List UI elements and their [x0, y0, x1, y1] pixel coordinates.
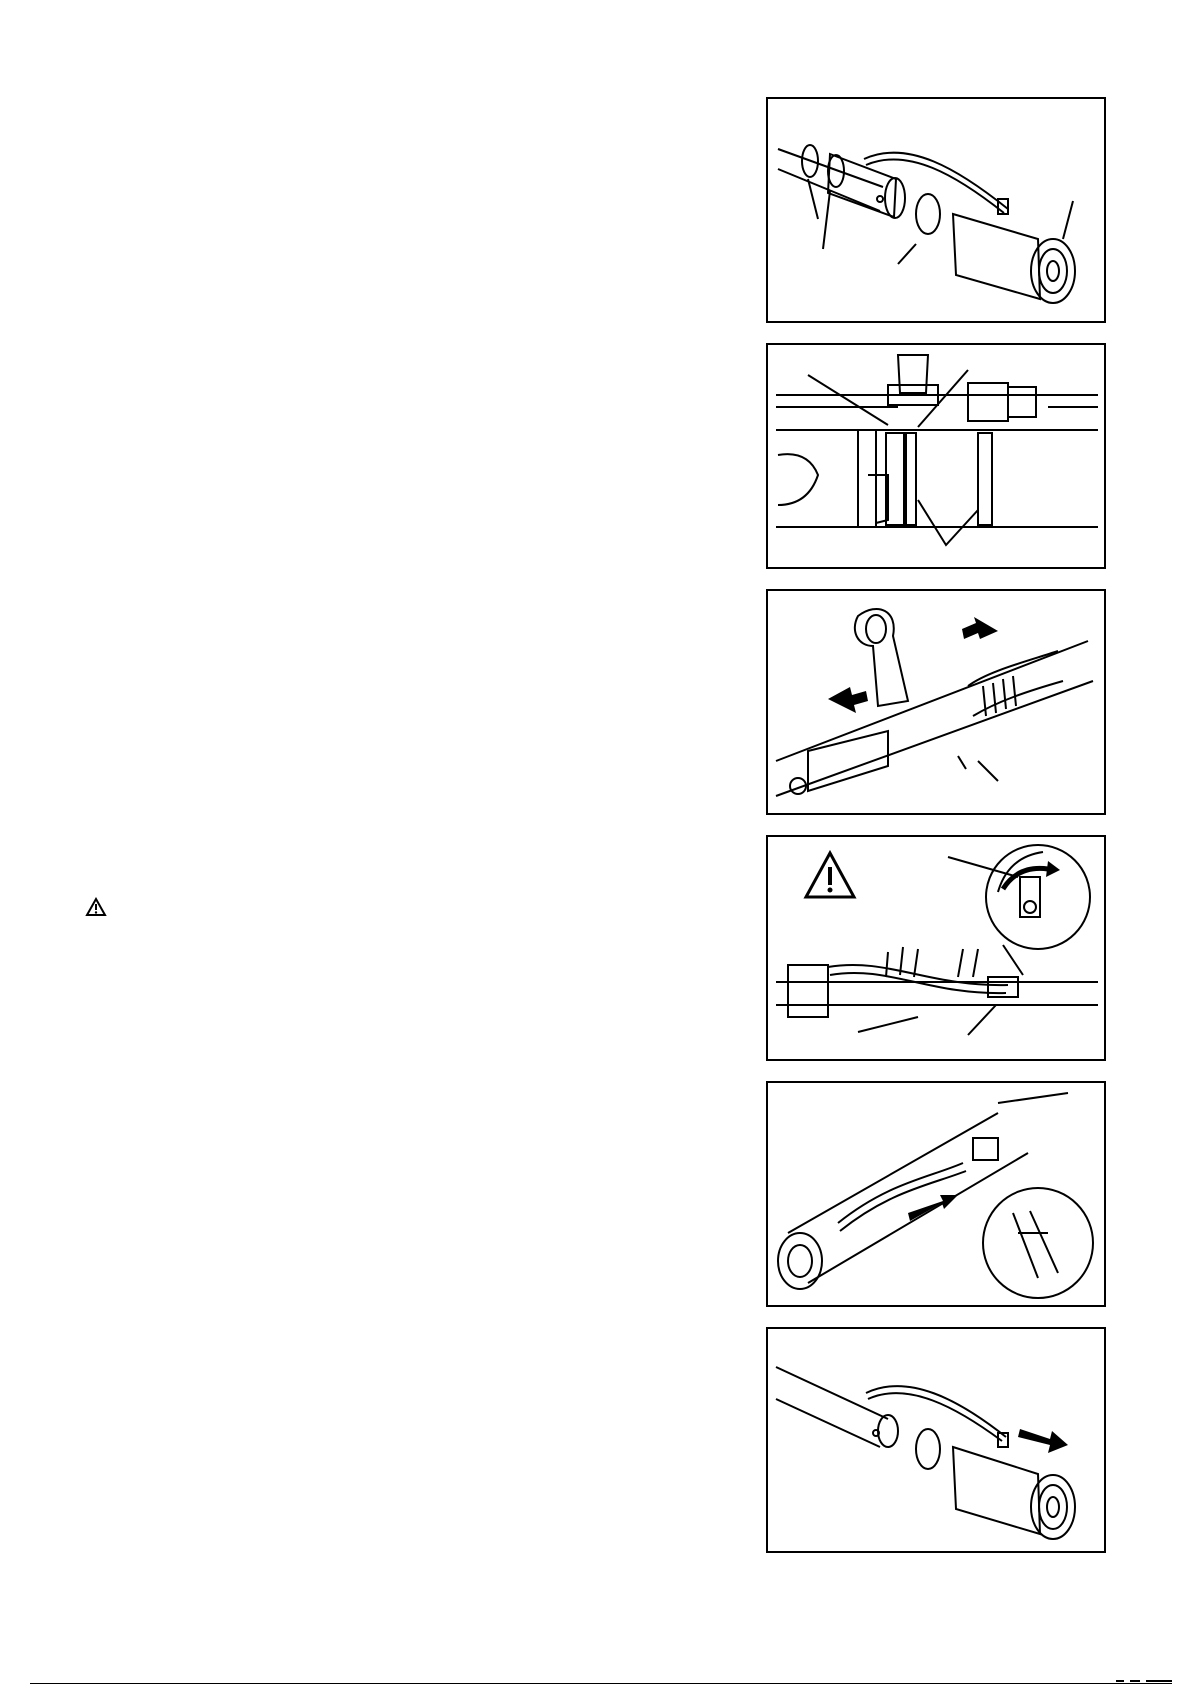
bottom-rule [30, 1683, 1172, 1684]
figure-6 [766, 1327, 1106, 1553]
corner-mark [1114, 1676, 1174, 1682]
hose-disconnect-illustration [768, 1083, 1104, 1305]
handle-slide-illustration [768, 591, 1104, 813]
figure-4 [766, 835, 1106, 1061]
pipe-joint-illustration [768, 345, 1104, 567]
warning-valve-illustration [768, 837, 1104, 1059]
figure-2 [766, 343, 1106, 569]
pipe-nozzle-illustration [768, 99, 1104, 321]
warning-triangle-icon [806, 853, 854, 897]
nozzle-removal-illustration [768, 1329, 1104, 1551]
warning-triangle-icon [85, 897, 107, 917]
figure-1 [766, 97, 1106, 323]
figure-3 [766, 589, 1106, 815]
figure-5 [766, 1081, 1106, 1307]
